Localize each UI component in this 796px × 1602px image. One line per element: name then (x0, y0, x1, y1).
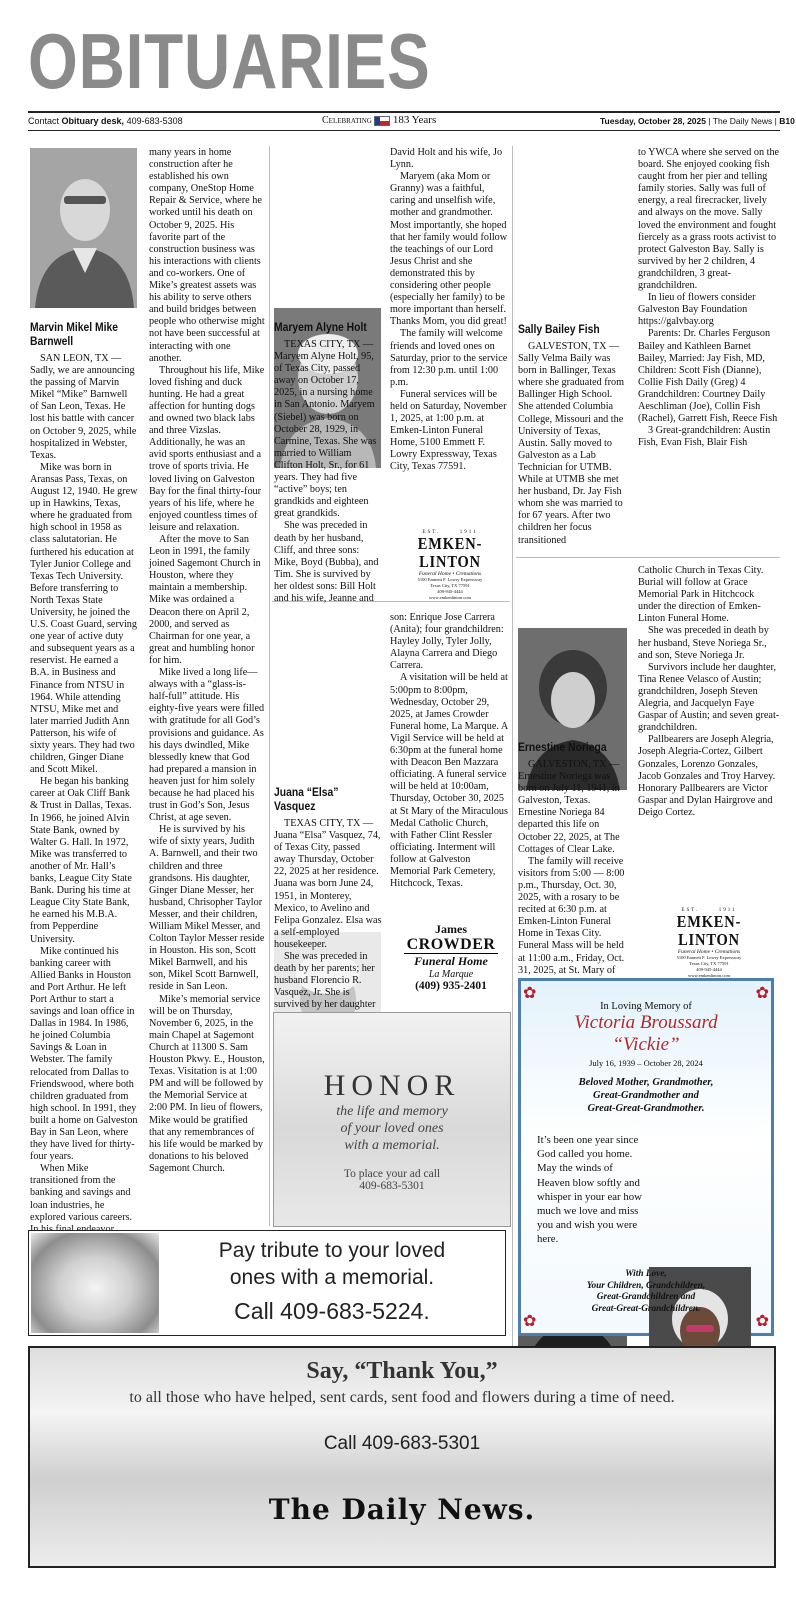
date-line: Tuesday, October 28, 2025 | The Daily News | B10 (600, 116, 795, 126)
fish-col2 (638, 147, 780, 552)
tribute-phone: Call 409-683-5224. (234, 1298, 430, 1324)
logo-name: EMKEN-LINTON (676, 912, 742, 949)
fish-col1 (518, 317, 626, 557)
noriega-paragraph: Catholic Church in Texas City. Burial will follow at Grace Memorial Park in Hitchcock under the direction of Emken-Linton Funeral Home. (638, 565, 764, 625)
holt-paragraph: She was preceded in death by her husband, Cliff, and three sons: Mike, Boyd (Bubba), and Tim. She is survived by her oldest sons: Bill Holt and his wife, Jeanne and (274, 520, 379, 604)
rose-icon: ✿ (523, 985, 537, 1002)
barnwell-paragraph: many years in home construction after he established his own company, OneStop Home Repair & Service, where he worked until his death on October 9, 2025. His favorite part of the construction business was his interactions with clients and co-workers. One of Mike’s greatest assets was his ability to serve others and build bridges between people who otherwise might not have been successful at interacting with one another. (149, 147, 265, 364)
fish-paragraph: GALVESTON, TX — Sally Velma Baily was born in Ballinger, Texas where she graduated from Ballinger High School. She attended Columbia College, Missouri and the University of Texas, Austin. Sally moved to Galveston as a Lab Technician for UTMB. While at UTMB she met her husband, Dr. Jay Fish whom she was married to for 67 years. After two children her focus transitioned (518, 341, 625, 546)
barnwell-paragraph: Mike lived a long life—always with a “glass-is-half-full” attitude. His eighty-five years were filled with gratitude for all God’s provisions and guidance. As his days dwindled, Mike blessedly knew that God had prepared a mansion in heaven just for him solely because he had placed his trust in God’s Son, Jesus Christ, at age seven. (149, 667, 265, 824)
barnwell-paragraph: When Mike transitioned from the banking and savings and loan industries, he explored various careers. (30, 1163, 133, 1223)
logo-city: Texas City, TX 77591 (430, 583, 470, 588)
memorial-name: Victoria Broussard (574, 1012, 718, 1033)
page-title: OBITUARIES (28, 17, 431, 105)
memorial-sign: Great-Grandchildren and (596, 1292, 696, 1302)
barnwell-col1 (30, 315, 138, 1227)
rose-icon: ✿ (755, 985, 769, 1002)
holt-paragraph: The family will welcome friends and loved ones on Saturday, prior to the service from 12:30 p.m. until 1:00 p.m. (390, 328, 508, 388)
contact-desk: Obituary desk, (61, 116, 125, 126)
barnwell-paragraph: He began his banking career at Oak Cliff Bank & Trust in Dallas, Texas. In 1966, he joined Alvin State Bank, owned by Walter G. Hall. In 1972, Mike was transferred to another of Mr. Hall’s banks, League City State Bank. During his time at League City State Bank, he earned his M.B.A. from Pepperdine University. (30, 776, 132, 945)
rose-icon: ✿ (755, 1313, 769, 1330)
section-rule (516, 557, 780, 558)
logo-name: EMKEN-LINTON (417, 534, 483, 571)
honor-phone: 409-683-5301 (359, 1180, 425, 1192)
vasquez-paragraph: She was preceded in death by her parents; her husband Florencio R. Vasquez, Jr. She is survived by her daughter (274, 951, 376, 1011)
memorial-poem: It’s been one year since God called you home. May the winds of Heaven blow softly and whisper in your ear how much we love and miss you and wish you were here. (537, 1134, 642, 1246)
noriega-paragraph: Survivors include her daughter, Tina Renee Velasco of Austin; grandchildren, Joseph Steven Alegria, and Jacquelyn Faye Gaspar of Austin; and seven great-grandchildren. (638, 661, 780, 734)
memorial-signature (521, 1269, 771, 1315)
logo-city: Texas City, TX 77591 (689, 961, 729, 966)
noriega-paragraph: Pallbearers are Joseph Alegria, Joseph Alegria-Cortez, Gilbert Gonzales, Lorenzo Gonzales, Jacob Gonzales and Troy Harvey. Honorary Pallbearers are Victor Gaspar and Dylan Hairgrove and Deigo Cortez. (638, 734, 776, 818)
fish-paragraph: to YWCA where she served on the board. She enjoyed cooking fish caught from her pier and telling family stories. Sally was full of energy, a real firecracker, lively and always on the move. Sally loved the environment and fought fiercely as a grass roots activist to protect Galveston Bay. Sally is survived by her 2 children, 4 grandchildren, 3 great-grandchildren. (638, 147, 780, 292)
memorial-heading: In Loving Memory of (600, 1001, 692, 1012)
logo-website: www.emkenlinton.com (688, 973, 730, 978)
vasquez-col1 (274, 780, 382, 1010)
fish-paragraph: Parents: Dr. Charles Ferguson Bailey and Kathleen Barnet Bailey, Married: Jay Fish, MD, Children: Scott Fish (Dianne), Collie Fish Daily (Greg) 4 Grandchildren: Courtney Daily Aeschliman (Joe), Collin Fish (Rachel), Garrett Fish, Reece Fish (638, 328, 778, 425)
holt-paragraph: Funeral services will be held on Saturday, November 1, 2025, at 1:00 p.m. at Emken-Linton Funeral Home, 5100 Emmett F. Lowry Expressway, Texas City, Texas 77591. (390, 388, 507, 473)
logo-subtitle: Funeral Home • Cremations (418, 571, 482, 577)
crowder-phone: (409) 935-2401 (415, 980, 487, 992)
logo-year: 1911 (459, 530, 478, 535)
honor-line: the life and memory (336, 1104, 448, 1119)
holt-col2 (390, 147, 508, 525)
rose-icon: ✿ (523, 1313, 537, 1330)
memorial-ad (518, 978, 774, 1336)
tribute-text (159, 1237, 505, 1325)
memorial-tag: Great-Grandmother and (593, 1090, 699, 1101)
masthead-rule-lower (28, 130, 780, 131)
tribute-line: Pay tribute to your loved (218, 1239, 446, 1262)
memorial-sign: With Love, (625, 1269, 667, 1279)
emken-linton-logo (392, 530, 508, 601)
thank-you-title: Say, “Thank You,” (306, 1358, 498, 1384)
logo-phone: 409-945-4444 (437, 589, 463, 594)
memorial-dates: July 16, 1939 – October 28, 2024 (589, 1058, 703, 1068)
holt-name: Maryem Alyne Holt (274, 322, 367, 334)
holt-paragraph: David Holt and his wife, Jo Lynn. (390, 147, 503, 171)
memorial-tag: Great-Great-Grandmother. (587, 1103, 705, 1114)
logo-est: EST. (422, 530, 441, 535)
barnwell-paragraph: Throughout his life, Mike loved fishing and duck hunting. He had a great affection for hunting dogs and owned two black labs and three Vizslas. Additionally, he was an avid sports enthusiast and a trove of sports trivia. He loved living on Galveston Bay for the final thirty-four years of his life, where he enjoyed countless times of leisure and relaxation. (149, 364, 265, 533)
logo-address: 5100 Emmett F. Lowry Expressway (417, 577, 483, 582)
logo-subtitle: Funeral Home • Cremations (677, 949, 741, 955)
barnwell-paragraph: He is survived by his wife of sixty years, Judith A. Barnwell, and their two children and three grandsons. His daughter, Ginger Diane Messer, her husband, Chrisopher Taylor Messer, and their children, William Mikel Messer, and Colton Taylor Messer reside in Houston. His son, Scott Mikel Barnwell, and his son, Mikel Scott Barnwell, reside in San Leon. (149, 824, 265, 993)
contact-phone: 409-683-5308 (124, 116, 183, 126)
emken-linton-logo-2 (645, 908, 773, 979)
column-rule (269, 146, 270, 1226)
paper-name: The Daily News (712, 116, 773, 126)
barnwell-name: Marvin Mikel Mike Barnwell (30, 322, 119, 348)
fish-paragraph: In lieu of flowers consider Galveston Bay Foundation https://galvbay.org (638, 292, 756, 328)
memorial-sign: Great-Great-Grandchildren. (591, 1303, 701, 1314)
noriega-col1 (518, 735, 626, 985)
crowder-city: La Marque (428, 969, 474, 980)
noriega-paragraph: GALVESTON, TX — Ernestine Noriega was born on July 11, 1941, in Galveston, Texas. Ernestine Noriega 84 departed this life on October 22, 2025, at The Cottages of Clear Lake. (518, 759, 620, 855)
logo-address: 5100 Emmett F. Lowry Expressway (676, 955, 742, 960)
memorial-tagline (521, 1076, 771, 1115)
memorial-sign: Your Children, Grandchildren, (586, 1280, 706, 1291)
barnwell-photo (30, 148, 137, 308)
noriega-paragraph: She was preceded in death by her husband, Steve Noriega Sr., and son, Steve Noriega Jr. (638, 625, 769, 661)
holt-paragraph: TEXAS CITY, TX — Maryem Alyne Holt, 95, of Texas City, passed away on October 17, 2025, in a nursing home in San Antonio. Maryem (Siebel) was born on October 28, 1929, in Carmine, Texas. She was married to William Clifton Holt, Sr., for 61 years. They had five “active” boys; ten grandkids and eighteen great grandkids. (274, 339, 377, 520)
issue-date: Tuesday, October 28, 2025 (600, 116, 706, 126)
celebrating-badge (322, 114, 436, 126)
barnwell-col2 (149, 147, 265, 1227)
holt-col1 (274, 315, 382, 604)
fish-paragraph: 3 Great-grandchildren: Austin Fish, Evan Fish, Blair Fish (638, 425, 771, 449)
logo-website: www.emkenlinton.com (429, 595, 471, 600)
rose-icon (31, 1233, 159, 1333)
barnwell-paragraph: Mike was born in Aransas Pass, Texas, on August 12, 1940. He grew up in Hawkins, Texas, where he graduated from high school in 1958 as class salutatorian. He furthered his education at Tyler Junior College and Texas Tech University. Before transferring to North Texas State University, he joined the U.S. Coast Guard, serving one year of active duty and subsequent years as a reservist. He earned a B.A. in Business and Finance from NTSU in 1964. While attending NTSU, Mike met and later married Judith Ann Patterson, his wife of sixty years. They had two children, Ginger Diane and Scott Mikel. (30, 461, 138, 776)
thank-you-phone: Call 409-683-5301 (323, 1433, 481, 1454)
thank-you-message: to all those who have helped, sent cards, sent food and flowers during a time of need. (129, 1389, 675, 1406)
column-rule (512, 146, 513, 1346)
crowder-subtitle: Funeral Home (404, 953, 498, 969)
daily-news-logo: The Daily News. (268, 1493, 536, 1526)
barnwell-paragraph: Mike’s memorial service will be on Thursday, November 6, 2025, in the main Chapel at Sagemont Church at 11300 S. Sam Houston Pkwy. E., Houston, Texas. Visitation is at 1:00 PM and will be followed by the Memorial Service at 2:00 PM. In lieu of flowers, Mike would be gratified that any remembrances of his life would be marked by donations to his beloved Sagemont Church. (149, 993, 265, 1174)
vasquez-paragraph: TEXAS CITY, TX — Juana “Elsa” Vasquez, 74, of Texas City, passed away Thursday, October 22, 2025 at her residence. Juana was born June 24, 1951, in Monterey, Mexico, to Avelino and Felipa Gonzalez. Elsa was a self-employed housekeeper. (274, 818, 382, 950)
contact-line (28, 116, 183, 128)
vasquez-name: Juana “Elsa” Vasquez (274, 787, 339, 813)
vasquez-paragraph: A visitation will be held at 5:00pm to 8:00pm, Wednesday, October 29, 2025, at James Crowder Funeral home, La Marque. A Vigil Service will be held at 6:30pm at the funeral home with Deacon Ben Mazzara officiating. A funeral service will be held at 10:00am, Thursday, October 30, 2025 at St Mary of the Miraculous Medal Catholic Church, with Father Clint Ressler officiating. Interment will follow at Galveston Memorial Park Cemetery, Hitchcock, Texas. (390, 672, 508, 890)
fish-name: Sally Bailey Fish (518, 324, 600, 336)
noriega-paragraph: The family will receive visitors from 5:00 — 8:00 p.m., Thursday, Oct. 30, 2025, with a rosary to be recited at 6:30 p.m. at Emken-Linton Funeral Home in Texas City. Funeral Mass will be held at 11:00 a.m., Friday, Oct. 31, 2025, at St. Mary of (518, 855, 625, 976)
barnwell-paragraph: SAN LEON, TX — Sadly, we are announcing the passing of Marvin Mikel “Mike” Barnwell of San Leon, Texas. He lost his battle with cancer on October 9, 2025, while hospitalized in Webster, Texas. (30, 353, 137, 461)
crowder-name: CROWDER (406, 936, 496, 953)
honor-cta: To place your ad call (343, 1168, 441, 1180)
contact-prefix: Contact (28, 116, 62, 126)
crowder-logo (392, 922, 510, 992)
thank-you-banner (28, 1346, 776, 1568)
noriega-name: Ernestine Noriega (518, 742, 607, 754)
tribute-ad (28, 1230, 506, 1336)
barnwell-paragraph: Mike continued his banking career with Allied Banks in Houston and Port Arthur. He left Port Arthur to start a savings and loan office in Dallas in 1984. In 1986, he joined Columbia Savings & Loan in Webster. The family relocated from Dallas to Friendswood, where both children graduated from high school. In 1991, they built a home on Galveston Bay in San Leon, where they have lived for thirty-four years. (30, 945, 138, 1163)
noriega-col2 (638, 565, 780, 905)
honor-ad (273, 1012, 511, 1227)
honor-line: of your loved ones (340, 1121, 444, 1136)
masthead-rule (28, 111, 780, 113)
years-label: 183 Years (392, 114, 437, 126)
vasquez-col2 (390, 612, 508, 927)
logo-est: EST. (681, 908, 700, 913)
memorial-nickname: “Vickie” (612, 1034, 680, 1055)
honor-title: HONOR (323, 1069, 461, 1102)
barnwell-paragraph: After the move to San Leon in 1991, the family joined Sagemont Church in Houston, where they maintain a membership. Mike was ordained a Deacon there on April 2, 2000, and served as Chairman for one year, a great and humbling honor for him. (149, 534, 261, 666)
logo-year: 1911 (718, 908, 737, 913)
page-number: B10 (779, 116, 795, 126)
vasquez-paragraph: son: Enrique Jose Carrera (Anita); four grandchildren: Hayley Jolly, Tyler Jolly, Alayna Carrera and Diego Carrera. (390, 612, 504, 672)
celebrating-label: Celebrating (322, 115, 372, 126)
tribute-line: ones with a memorial. (229, 1266, 435, 1289)
crowder-first: James (435, 922, 467, 936)
memorial-tag: Beloved Mother, Grandmother, (578, 1077, 714, 1088)
honor-line: with a memorial. (344, 1138, 440, 1153)
logo-phone: 409-945-4444 (696, 967, 722, 972)
texas-flag-icon (374, 116, 390, 126)
holt-paragraph: Maryem (aka Mom or Granny) was a faithful, caring and unselfish wife, mother and grandmother. Most importantly, she hoped that her family would follow the teachings of our Lord Jesus Christ and she demonstrated this by considering other people (especially her family) to be more important than herself. Thanks Mom, you did great! (390, 171, 508, 328)
